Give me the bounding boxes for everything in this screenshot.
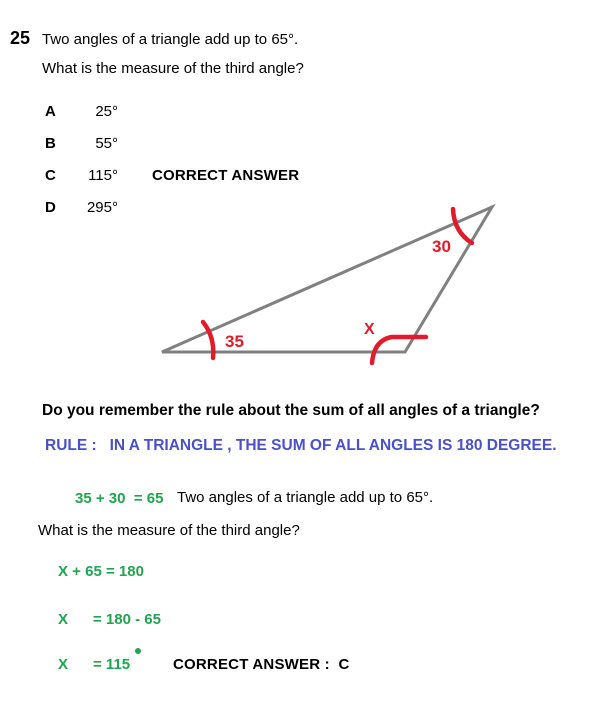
option-c-letter: C	[45, 167, 56, 184]
third-angle-question: What is the measure of the third angle?	[38, 522, 300, 539]
question-number: 25	[10, 28, 31, 48]
option-c-value: 115°	[88, 167, 118, 184]
option-b-letter: B	[45, 135, 56, 152]
rule-statement: RULE : IN A TRIANGLE , THE SUM OF ALL ANGLES IS 180 DEGREE.	[45, 437, 557, 454]
option-d-letter: D	[45, 199, 56, 216]
angle-label-x: X	[364, 321, 375, 338]
final-correct-answer: CORRECT ANSWER : C	[173, 656, 350, 673]
option-a-letter: A	[45, 103, 56, 120]
degree-symbol-dot	[135, 648, 141, 654]
angle-label-35: 35	[225, 332, 244, 351]
angle-label-30: 30	[432, 237, 451, 256]
correct-answer-label: CORRECT ANSWER	[152, 167, 300, 184]
sum-equation-note: Two angles of a triangle add up to 65°.	[177, 489, 434, 506]
work-equation-2: X = 180 - 65	[58, 611, 161, 628]
work-equation-1: X + 65 = 180	[58, 563, 144, 580]
option-b-value: 55°	[95, 135, 118, 152]
triangle-outline	[162, 207, 492, 352]
angle-arc-right	[372, 337, 426, 363]
angle-arc-top	[453, 209, 472, 243]
triangle-diagram	[0, 190, 616, 382]
option-a-value: 25°	[95, 103, 118, 120]
work-equation-3: X = 115	[58, 656, 131, 673]
rule-question-text: Do you remember the rule about the sum of all angles of a triangle?	[42, 402, 540, 419]
question-text-line2: What is the measure of the third angle?	[42, 60, 304, 77]
question-text-line1: Two angles of a triangle add up to 65°.	[42, 31, 299, 48]
option-d-value: 295°	[86, 199, 118, 216]
sum-equation: 35 + 30 = 65	[75, 490, 164, 507]
